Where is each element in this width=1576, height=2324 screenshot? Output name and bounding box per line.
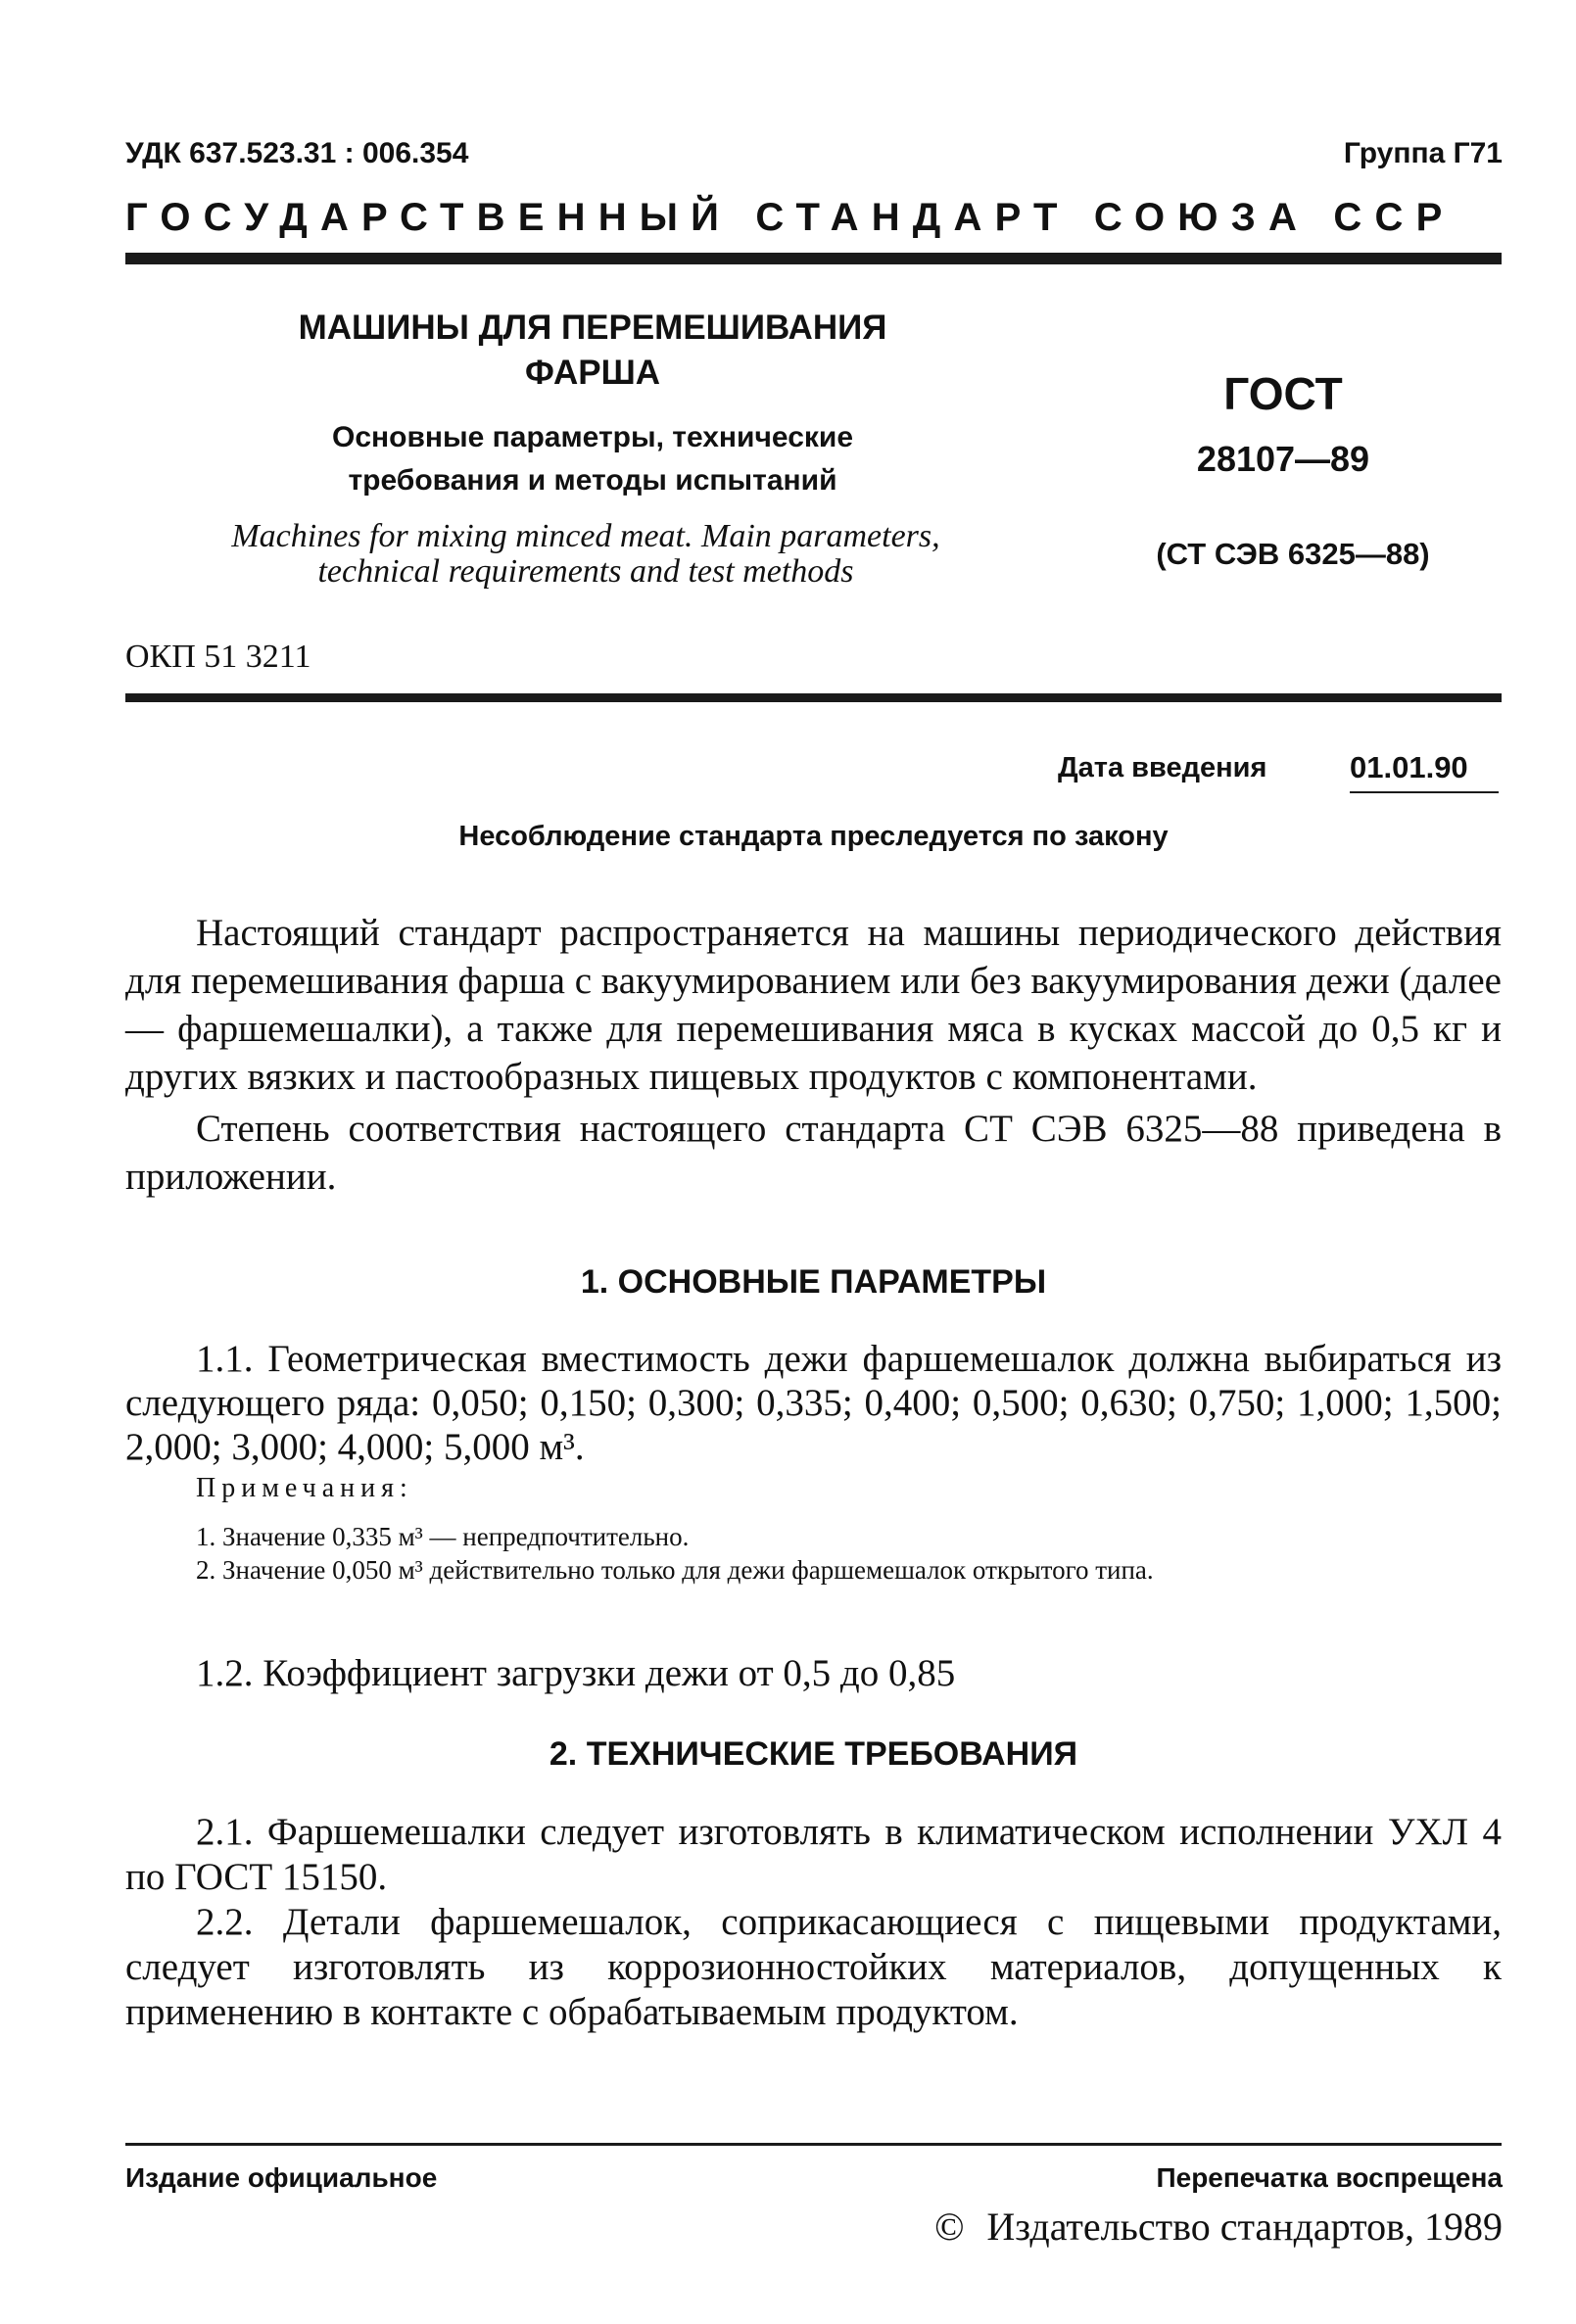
law-notice: Несоблюдение стандарта преследуется по закону — [458, 821, 1169, 852]
reprint-prohibited: Перепечатка воспрещена — [1156, 2162, 1503, 2193]
paragraph-1-2: 1.2. Коэффициент загрузки дежи от 0,5 до 0,85 — [196, 1652, 956, 1694]
copyright-line — [928, 2204, 1503, 2250]
intro-date-label: Дата введения — [1058, 752, 1267, 783]
intro-paragraph-2: Степень соответствия настоящего стандарта СТ СЭВ 6325—88 приведена в приложении. — [125, 1108, 1502, 1198]
section-1-paragraph-1-2 — [125, 1650, 1502, 1697]
notes-title: Примечания: — [196, 1473, 413, 1503]
note-2: 2. Значение 0,050 м³ действительно только для дежи фаршемешалок открытого типа. — [196, 1555, 1154, 1585]
intro-date-underline — [1350, 791, 1499, 793]
section-2-heading: 2. ТЕХНИЧЕСКИЕ ТРЕБОВАНИЯ — [549, 1735, 1078, 1773]
official-edition: Издание официальное — [125, 2162, 438, 2193]
st-sev-number: (СТ СЭВ 6325—88) — [1156, 537, 1430, 571]
intro-text — [125, 909, 1502, 1201]
paragraph-2-1: 2.1. Фаршемешалки следует изготовлять в климатическом исполнении УХЛ 4 по ГОСТ 15150. — [125, 1811, 1502, 1898]
paragraph-2-2: 2.2. Детали фаршемешалок, соприкасающиеся с пищевыми продуктами, следует изготовлять из коррозионностойких материалов, допущенных к применению в контакте с обрабатываемым продуктом. — [125, 1901, 1502, 2033]
notes-block — [125, 1520, 1502, 1587]
group-code: Группа Г71 — [1343, 137, 1503, 169]
footer-rule — [125, 2143, 1502, 2146]
udk-code: УДК 637.523.31 : 006.354 — [125, 137, 469, 169]
title-en-line1: Machines for mixing minced meat. Main parameters, — [231, 518, 940, 554]
section-2-text — [125, 1810, 1502, 2035]
gost-label: ГОСТ — [1223, 368, 1343, 419]
paragraph-1-1: 1.1. Геометрическая вместимость дежи фаршемешалок должна выбираться из следующего ряда: 0,050; 0,150; 0,300; 0,335; 0,400; 0,500; 0,630; 0,750; 1,000; 1,500; 2,000; 3,000; 4,000; 5,000 м³. — [125, 1338, 1502, 1468]
section-1-heading: 1. ОСНОВНЫЕ ПАРАМЕТРЫ — [580, 1263, 1047, 1301]
title-ru-line1: МАШИНЫ ДЛЯ ПЕРЕМЕШИВАНИЯ — [298, 308, 887, 347]
subtitle-ru-line2: требования и методы испытаний — [348, 464, 837, 497]
gost-number: 28107—89 — [1196, 439, 1370, 479]
subtitle-ru — [167, 416, 1019, 502]
okp-code: ОКП 51 3211 — [125, 639, 311, 675]
copyright-icon: © — [934, 2205, 965, 2249]
note-1: 1. Значение 0,335 м³ — непредпочтительно. — [196, 1522, 690, 1551]
section-1-paragraph-1-1 — [125, 1337, 1502, 1469]
publisher: Издательство стандартов, 1989 — [986, 2205, 1503, 2249]
subtitle-ru-line1: Основные параметры, технические — [331, 421, 854, 453]
title-en — [125, 519, 1046, 590]
title-ru — [167, 306, 1019, 396]
top-thick-rule — [125, 253, 1502, 264]
intro-date-value: 01.01.90 — [1350, 750, 1468, 784]
intro-paragraph-1: Настоящий стандарт распространяется на машины периодического действия для перемешивания фарша с вакуумированием или без вакуумирования дежи (далее — фаршемешалки), а также для перемешивания мяса в кусках массой до 0,5 кг и других вязких и пастообразных пищевых продуктов с компонентами. — [125, 912, 1502, 1098]
state-standard-banner: ГОСУДАРСТВЕННЫЙ СТАНДАРТ СОЮЗА ССР — [125, 196, 1456, 239]
title-ru-line2: ФАРША — [524, 354, 661, 392]
title-en-line2: technical requirements and test methods — [317, 553, 854, 590]
title-bottom-rule — [125, 693, 1502, 702]
